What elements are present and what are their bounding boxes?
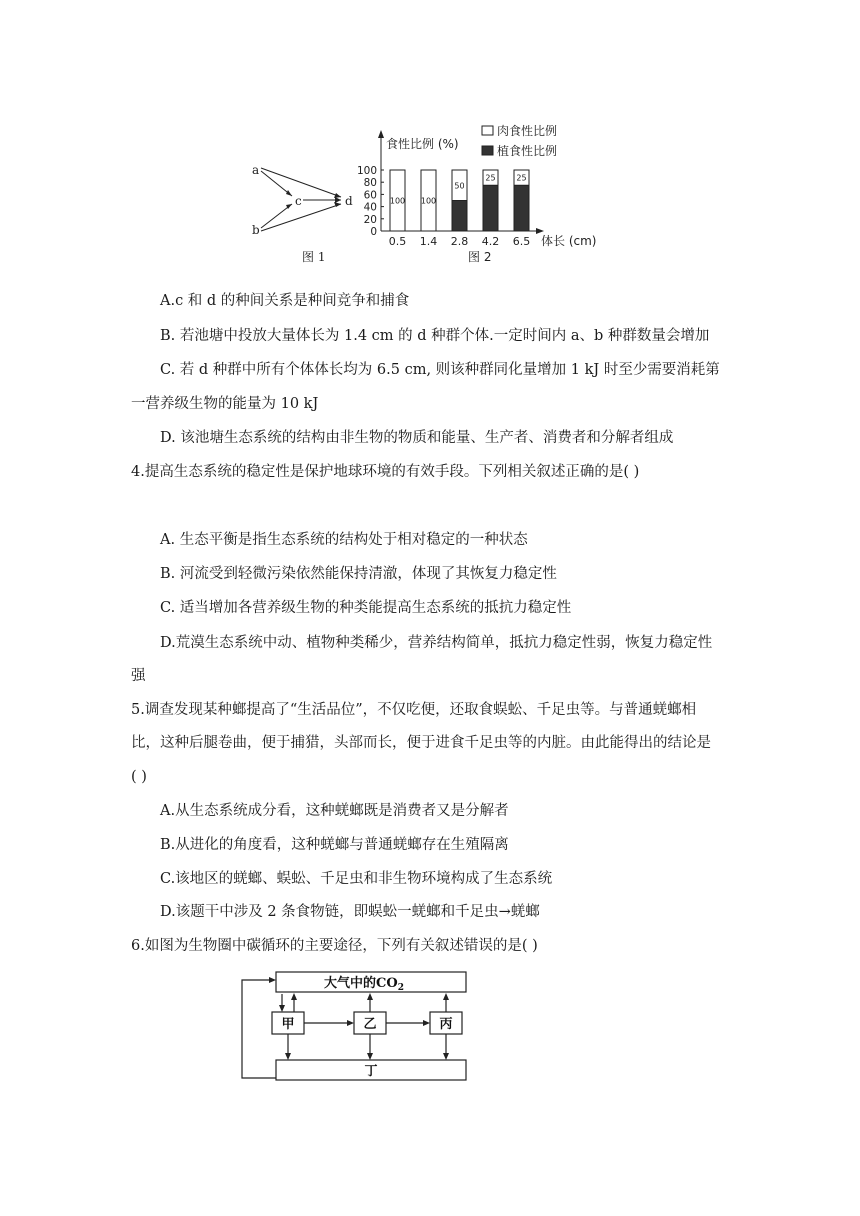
q4-option-c: C. 适当增加各营养级生物的种类能提高生态系统的抵抗力稳定性 xyxy=(160,600,572,616)
q6-stem: 6.如图为生物圈中碳循环的主要途径，下列有关叙述错误的是( ) xyxy=(131,938,538,954)
chart-x-label: 体长 (cm) xyxy=(541,234,597,248)
q5-option-c: C.该地区的蜣螂、蜈蚣、千足虫和非生物环境构成了生态系统 xyxy=(160,871,553,887)
q5-stem-line1: 5.调查发现某种螂提高了“生活品位”，不仅吃便，还取食蜈蚣、千足虫等。与普通蜣螂相 xyxy=(131,702,697,718)
legend-meat-swatch xyxy=(482,126,493,135)
node-a: a xyxy=(252,163,260,177)
q3-option-d: D. 该池塘生态系统的结构由非生物的物质和能量、生产者、消费者和分解者组成 xyxy=(160,430,674,446)
diet-bar-chart xyxy=(357,123,597,264)
figure-1-caption: 图 1 xyxy=(302,250,326,264)
chart-y-label: 食性比例 (%) xyxy=(386,137,459,151)
node-b: b xyxy=(252,223,260,237)
y-tick-label: 60 xyxy=(363,189,377,202)
arrow-a-d xyxy=(261,168,341,197)
x-tick-label: 4.2 xyxy=(481,235,500,248)
node-c: c xyxy=(295,194,302,208)
x-tick-label: 2.8 xyxy=(450,235,469,248)
food-web-and-diet-chart-figure xyxy=(248,108,600,276)
node-d: d xyxy=(345,194,353,208)
bar-plant-4.2 xyxy=(483,185,498,231)
q5-stem-line2: 比，这种后腿卷曲，便于捕猎，头部而长，便于进食千足虫等的内脏。由此能得出的结论是 xyxy=(131,735,711,751)
arrow-ding-to-atmosphere xyxy=(242,980,276,1078)
label-ding: 丁 xyxy=(364,1064,378,1079)
bar-data-label: 100 xyxy=(389,196,406,206)
bar-data-label: 25 xyxy=(516,173,527,183)
y-tick-label: 0 xyxy=(370,226,377,238)
label-yi: 乙 xyxy=(363,1017,377,1032)
x-tick-label: 1.4 xyxy=(419,235,438,248)
bar-plant-2.8 xyxy=(452,201,467,232)
q4-option-a: A. 生态平衡是指生态系统的结构处于相对稳定的一种状态 xyxy=(160,532,528,548)
legend-meat-label: 肉食性比例 xyxy=(497,124,558,138)
q5-option-b: B.从进化的角度看，这种蜣螂与普通蜣螂存在生殖隔离 xyxy=(160,837,509,853)
bar-data-label: 100 xyxy=(420,196,437,206)
x-tick-label: 0.5 xyxy=(388,235,407,248)
y-tick-label: 80 xyxy=(363,177,377,190)
q4-option-d-line2: 强 xyxy=(131,668,146,684)
y-axis-arrow xyxy=(378,130,384,138)
arrow-b-d xyxy=(261,204,341,231)
bar-data-label: 50 xyxy=(454,181,465,191)
bars xyxy=(390,170,529,231)
legend-plant-swatch xyxy=(482,146,493,155)
q3-option-b: B. 若池塘中投放大量体长为 1.4 cm 的 d 种群个体.一定时间内 a、b 种群数量会增加 xyxy=(160,328,710,344)
food-web-diagram xyxy=(252,163,353,264)
q4-option-b: B. 河流受到轻微污染依然能保持清澈，体现了其恢复力稳定性 xyxy=(160,566,557,582)
y-tick-label: 100 xyxy=(356,165,377,177)
q5-option-a: A.从生态系统成分看，这种蜣螂既是消费者又是分解者 xyxy=(160,803,509,819)
y-tick-label: 40 xyxy=(363,201,377,214)
q4-option-d-line1: D.荒漠生态系统中动、植物种类稀少，营养结构简单，抵抗力稳定性弱，恢复力稳定性 xyxy=(160,635,713,651)
label-jia: 甲 xyxy=(281,1017,295,1032)
q3-option-c-line1: C. 若 d 种群中所有个体体长均为 6.5 cm, 则该种群同化量增加 1 kJ 时至少需要消耗第 xyxy=(160,362,720,378)
carbon-cycle-diagram xyxy=(238,966,474,1084)
q4-stem: 4.提高生态系统的稳定性是保护地球环境的有效手段。下列相关叙述正确的是( ) xyxy=(131,464,640,480)
y-tick-label: 20 xyxy=(363,213,377,226)
atmosphere-co2-label: 大气中的$CO_2$ xyxy=(324,976,404,993)
q3-option-c-line2: 一营养级生物的能量为 10 kJ xyxy=(131,396,319,412)
x-tick-labels xyxy=(389,235,531,248)
label-bing: 丙 xyxy=(439,1017,453,1032)
x-tick-label: 6.5 xyxy=(512,235,531,248)
bar-plant-6.5 xyxy=(514,185,529,231)
legend-plant-label: 植食性比例 xyxy=(497,144,558,158)
y-tick-labels xyxy=(357,165,384,238)
bar-data-label: 25 xyxy=(485,173,496,183)
q5-option-d: D.该题干中涉及 2 条食物链，即蜈蚣一蜣螂和千足虫→蜣螂 xyxy=(160,904,540,920)
q3-option-a: A.c 和 d 的种间关系是种间竞争和捕食 xyxy=(160,293,410,309)
q5-stem-line3: ( ) xyxy=(131,769,147,785)
figure-2-caption: 图 2 xyxy=(468,250,492,264)
